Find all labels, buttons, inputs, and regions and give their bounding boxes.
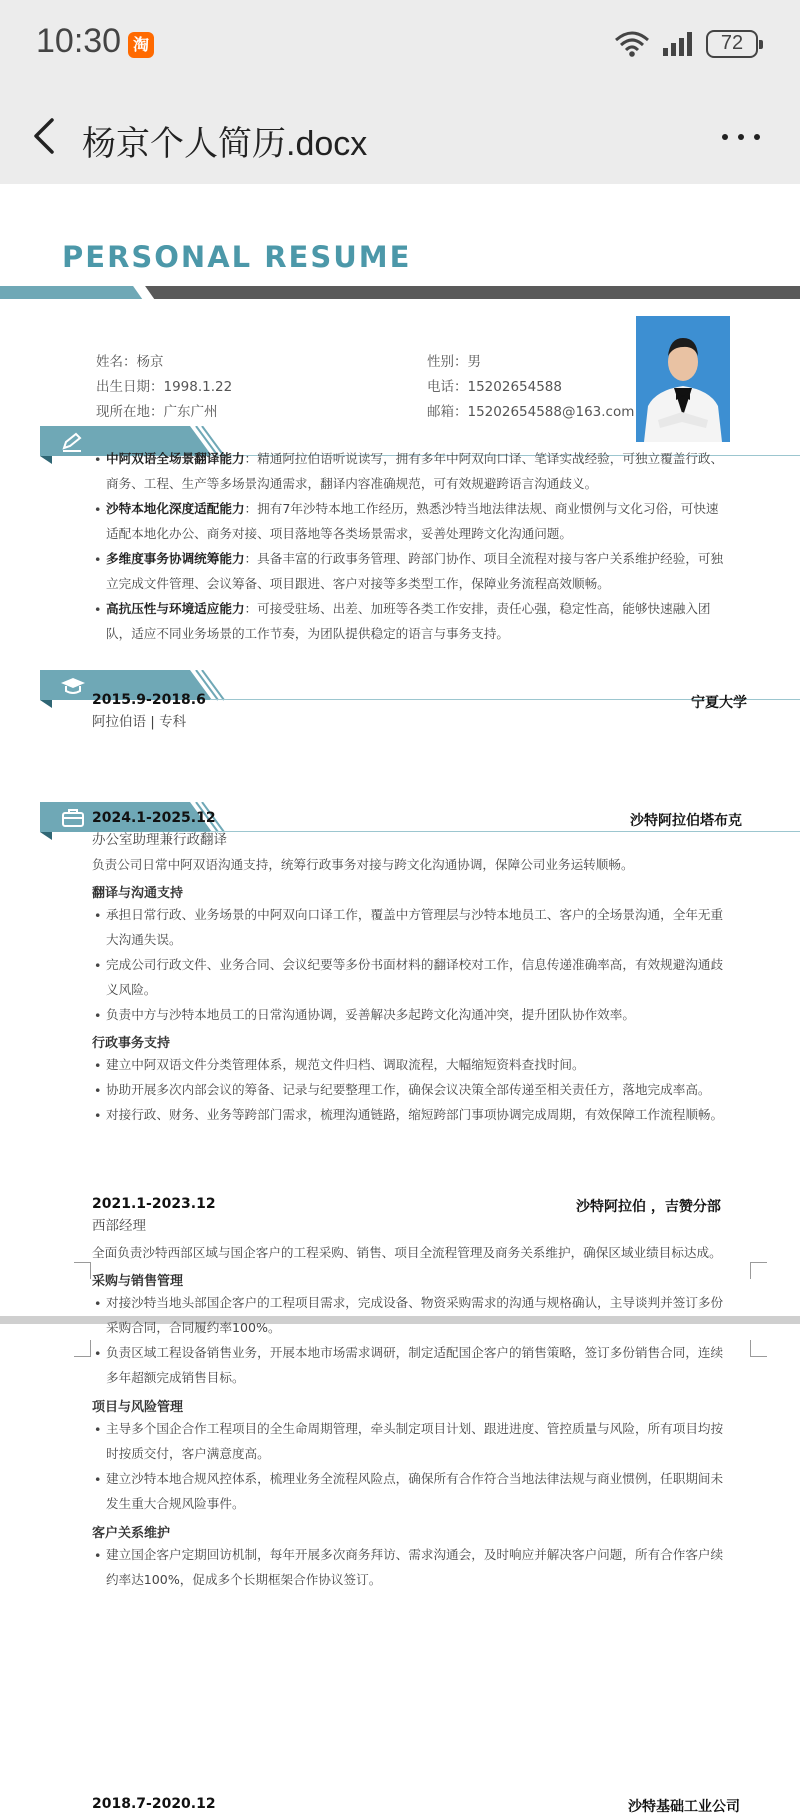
job-subheading: 采购与销售管理 bbox=[92, 1274, 184, 1289]
job-bullet-cont: 义风险。 bbox=[106, 982, 157, 997]
skill-item: 多维度事务协调统筹能力：具备丰富的行政事务管理、跨部门协作、项目全流程对接与客户关系维护经验，可独 bbox=[106, 551, 724, 566]
pencil-icon bbox=[60, 432, 84, 452]
status-time: 10:30 bbox=[36, 22, 122, 60]
job-bullet: 主导多个国企合作工程项目的全生命周期管理，牵头制定项目计划、跟进进度、管控质量与风险，所有项目均按 bbox=[106, 1421, 724, 1436]
skill-item: 中阿双语全场景翻译能力：精通阿拉伯语听说读写，拥有多年中阿双向口译、笔译实战经验，可独立覆盖行政、 bbox=[106, 451, 724, 466]
briefcase-icon bbox=[62, 808, 84, 828]
skill-item-cont: 队，适应不同业务场景的工作节奏，为团队提供稳定的语言与事务支持。 bbox=[106, 626, 509, 641]
wifi-icon bbox=[614, 30, 650, 58]
job-company: 沙特阿拉伯塔布克 bbox=[630, 813, 742, 829]
document-view[interactable]: PERSONAL RESUME 姓名：杨京 出生日期：1998.1.22 现所在地：广东广州 性别：男 电话：15202654588 邮箱：15202654588@163.com • 中阿双语全场景翻译能力：精通阿拉伯语听说读写，拥有多年中阿双向口译、笔译实战经验，可独立覆盖行政、 商务、工程、生产等多场景沟通需求，翻译内容准确规范，可有效规避跨语言沟通歧义。 • 沙特本地化深度适配能力：拥有7年沙特本地工作经历，熟悉沙特当地法律法规、商业惯例与文化习俗，可快速 适配本地化办公、商务对接、项目落地等各类场景需求，妥善处理跨文化沟通问题。 • 多维度事务协调统筹能力：具备丰富的行政事务管理、跨部门协作、项目全流程对接与客户关系维护经验，可独 立完成文件管理、会议筹备、项目跟进、客户对接等多类型工作，保障业务流程高效顺畅。 • 高抗压性与环境适应能力：可接受驻场、出差、加班等各类工作安排，责任心强，稳定性高，能够快速融入团 队，适应不同业务场景的工作节奏，为团队提供稳定的语言与事务支持。 2015.9-2018.6 宁夏大学 阿拉伯语 | 专科 2024.1-2025.12 沙特阿拉伯塔布克 办公室助理兼行政翻译 负责公司日常中阿双语沟通支持，统筹行政事务对接与跨文化沟通协调，保障公司业务运转顺畅。 翻译与沟通支持 • 承担日常行政、业务场景的中阿双向口译工作，覆盖中方管理层与沙特本地员工、客户的全场景沟通，全年无重 大沟通失误。 • 完成公司行政文件、业务合同、会议纪要等多份书面材料的翻译校对工作，信息传递准确率高，有效规避沟通歧 义风险。 • 负责中方与沙特本地员工的日常沟通协调，妥善解决多起跨文化沟通冲突，提升团队协作效率。 行政事务支持 • 建立中阿双语文件分类管理体系，规范文件归档、调取流程，大幅缩短资料查找时间。 • 协助开展多次内部会议的筹备、记录与纪要整理工作，确保会议决策全部传递至相关责任方，落地完成率高。 • 对接行政、财务、业务等跨部门需求，梳理沟通链路，缩短跨部门事项协调完成周期，有效保障工作流程顺畅。 2021.1-2023.12 沙特阿拉伯 ，吉赞分部 西部经理 全面负责沙特西部区域与国企客户的工程采购、销售、项目全流程管理及商务关系维护，确保区域业绩目标达成。 采购与销售管理 • 对接沙特当地头部国企客户的工程项目需求，完成设备、物资采购需求的沟通与规格确认，主导谈判并签订多份 采购合同，合同履约率100%。 • 负责区域工程设备销售业务，开展本地市场需求调研，制定适配国企客户的销售策略，签订多份销售合同，连续 多年超额完成销售目标。 项目与风险管理 • 主导多个国企合作工程项目的全生命周期管理，牵头制定项目计划、跟进进度、管控质量与风险，所有项目均按 时按质交付，客户满意度高。 • 建立沙特本地合规风控体系，梳理业务全流程风险点，确保所有合作符合当地法律法规与商业惯例，任职期间未 发生重大合规风险事件。 客户关系维护 • 建立国企客户定期回访机制，每年开展多次商务拜访、需求沟通会，及时响应并解决客户问题，所有合作客户续 约率达100%，促成多个长期框架合作协议签订。 2018.7-2020.12 沙特基础工业公司 bbox=[0, 184, 800, 1808]
job-bullet: 建立国企客户定期回访机制，每年开展多次商务拜访、需求沟通会，及时响应并解决客户问题，所有合作客户续 bbox=[106, 1547, 724, 1562]
job-bullet: 建立沙特本地合规风控体系，梳理业务全流程风险点，确保所有合作符合当地法律法规与商业惯例，任职期间未 bbox=[106, 1471, 724, 1486]
page-corner-mark bbox=[750, 1340, 767, 1357]
job-bullet: 对接行政、财务、业务等跨部门需求，梳理沟通链路，缩短跨部门事项协调完成周期，有效保障工作流程顺畅。 bbox=[106, 1107, 724, 1122]
job-bullet-cont: 多年超额完成销售目标。 bbox=[106, 1370, 245, 1385]
battery-indicator: 72 bbox=[706, 30, 758, 58]
skill-item-cont: 立完成文件管理、会议筹备、项目跟进、客户对接等多类型工作，保障业务流程高效顺畅。 bbox=[106, 576, 610, 591]
job-company: 沙特基础工业公司 bbox=[628, 1799, 740, 1815]
job-subheading: 翻译与沟通支持 bbox=[92, 886, 184, 901]
job-role: 西部经理 bbox=[92, 1218, 146, 1234]
page-corner-mark bbox=[750, 1262, 767, 1279]
header-stripe-teal bbox=[0, 286, 155, 299]
skill-item-cont: 商务、工程、生产等多场景沟通需求，翻译内容准确规范，可有效规避跨语言沟通歧义。 bbox=[106, 476, 598, 491]
job-bullet: 对接沙特当地头部国企客户的工程项目需求，完成设备、物资采购需求的沟通与规格确认，主导谈判并签订多份 bbox=[106, 1295, 724, 1310]
status-bar bbox=[0, 0, 800, 88]
info-birth: 出生日期：1998.1.22 bbox=[96, 379, 233, 395]
job-subheading: 行政事务支持 bbox=[92, 1036, 171, 1051]
info-phone: 电话：15202654588 bbox=[427, 379, 562, 395]
education-major: 阿拉伯语 | 专科 bbox=[92, 714, 187, 730]
chevron-left-icon bbox=[22, 112, 70, 160]
job-bullet: 建立中阿双语文件分类管理体系，规范文件归档、调取流程，大幅缩短资料查找时间。 bbox=[106, 1057, 585, 1072]
skill-item: 高抗压性与环境适应能力：可接受驻场、出差、加班等各类工作安排，责任心强，稳定性高，能够快速融入团 bbox=[106, 601, 711, 616]
job-bullet-cont: 发生重大合规风险事件。 bbox=[106, 1496, 245, 1511]
job-subheading: 客户关系维护 bbox=[92, 1526, 171, 1541]
job-bullet: 完成公司行政文件、业务合同、会议纪要等多份书面材料的翻译校对工作，信息传递准确率高，有效规避沟通歧 bbox=[106, 957, 724, 972]
job-period: 2024.1-2025.12 bbox=[92, 810, 216, 826]
graduation-cap-icon bbox=[60, 676, 86, 696]
page-corner-mark bbox=[74, 1262, 91, 1279]
skill-item-cont: 适配本地化办公、商务对接、项目落地等各类场景需求，妥善处理跨文化沟通问题。 bbox=[106, 526, 572, 541]
job-company: 沙特阿拉伯 ，吉赞分部 bbox=[576, 1199, 721, 1215]
resume-heading: PERSONAL RESUME bbox=[62, 240, 412, 274]
job-bullet-cont: 约率达100%，促成多个长期框架合作协议签订。 bbox=[106, 1572, 382, 1587]
job-role: 办公室助理兼行政翻译 bbox=[92, 832, 227, 848]
signal-icon bbox=[662, 30, 698, 58]
app-bar bbox=[0, 88, 800, 184]
education-period: 2015.9-2018.6 bbox=[92, 692, 206, 708]
header-stripe-dark bbox=[142, 286, 800, 299]
job-summary: 负责公司日常中阿双语沟通支持，统筹行政事务对接与跨文化沟通协调，保障公司业务运转顺畅。 bbox=[92, 857, 634, 872]
page-corner-mark bbox=[74, 1340, 91, 1357]
job-bullet: 负责中方与沙特本地员工的日常沟通协调，妥善解决多起跨文化沟通冲突，提升团队协作效率。 bbox=[106, 1007, 635, 1022]
education-school: 宁夏大学 bbox=[691, 695, 747, 711]
job-bullet: 负责区域工程设备销售业务，开展本地市场需求调研，制定适配国企客户的销售策略，签订多份销售合同，连续 bbox=[106, 1345, 724, 1360]
info-name: 姓名：杨京 bbox=[96, 354, 164, 370]
job-summary: 全面负责沙特西部区域与国企客户的工程采购、销售、项目全流程管理及商务关系维护，确保区域业绩目标达成。 bbox=[92, 1245, 722, 1260]
skill-item: 沙特本地化深度适配能力：拥有7年沙特本地工作经历，熟悉沙特当地法律法规、商业惯例与文化习俗，可快速 bbox=[106, 501, 719, 516]
more-options-button[interactable] bbox=[716, 118, 766, 154]
job-bullet-cont: 采购合同，合同履约率100%。 bbox=[106, 1320, 281, 1335]
document-title: 杨京个人简历.docx bbox=[82, 125, 368, 163]
job-bullet-cont: 时按质交付，客户满意度高。 bbox=[106, 1446, 270, 1461]
job-bullet: 协助开展多次内部会议的筹备、记录与纪要整理工作，确保会议决策全部传递至相关责任方，落地完成率高。 bbox=[106, 1082, 711, 1097]
info-location: 现所在地：广东广州 bbox=[96, 404, 218, 420]
taobao-notification-icon: 淘 bbox=[128, 32, 154, 58]
job-subheading: 项目与风险管理 bbox=[92, 1400, 184, 1415]
info-gender: 性别：男 bbox=[427, 354, 481, 370]
job-bullet-cont: 大沟通失误。 bbox=[106, 932, 182, 947]
info-email: 邮箱：15202654588@163.com bbox=[427, 404, 635, 420]
job-period: 2018.7-2020.12 bbox=[92, 1796, 216, 1812]
back-button[interactable] bbox=[22, 112, 70, 160]
job-period: 2021.1-2023.12 bbox=[92, 1196, 216, 1212]
profile-photo bbox=[636, 316, 730, 442]
more-horizontal-icon bbox=[722, 134, 728, 140]
job-bullet: 承担日常行政、业务场景的中阿双向口译工作，覆盖中方管理层与沙特本地员工、客户的全场景沟通，全年无重 bbox=[106, 907, 724, 922]
